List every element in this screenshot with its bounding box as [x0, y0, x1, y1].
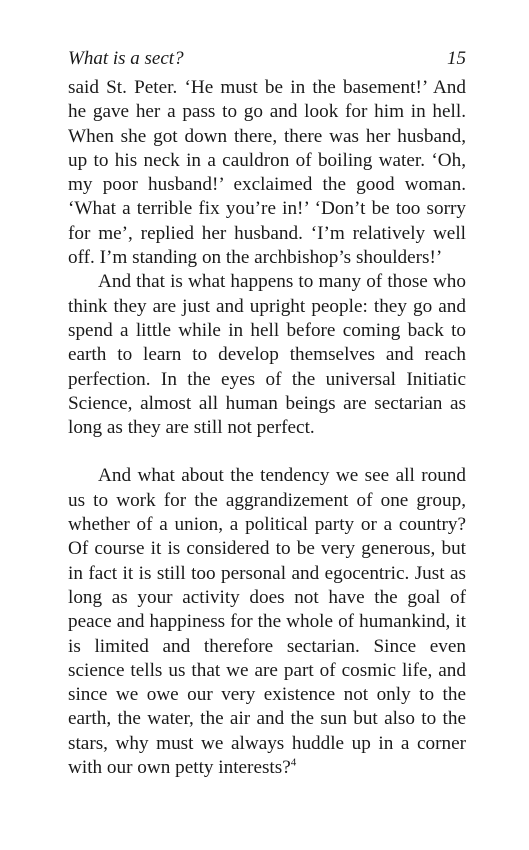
- paragraph-3: [68, 464, 466, 780]
- footnote-marker[interactable]: 4: [290, 756, 297, 769]
- section-break: [68, 440, 466, 464]
- page-number: 15: [447, 48, 466, 69]
- paragraph-3-text: And what about the tendency we see all round us to work for the aggrandizement of one group, whether of a union, a political party or a country? Of course it is considered to be very generous, but in fact it is still too personal and egocentric. Just as long as your activity does not have the goal of peace and happiness for the whole of humankind, it is limited and therefore sectarian. Since even science tells us that we are part of cosmic life, and since we owe our very existence not only to the earth, the water, the air and the sun but also to the stars, why must we always huddle up in a corner with our own petty interests?: [68, 465, 466, 779]
- book-page: [68, 46, 466, 780]
- paragraph-2: And that is what happens to many of those who think they are just and upright people: they go and spend a little while in hell before coming back to earth to learn to develop themselves and reach perfection. In the eyes of the universal Initiatic Science, almost all human beings are sectarian as long as they are still not perfect.: [68, 271, 466, 439]
- running-head: [68, 46, 466, 76]
- running-title: What is a sect?: [68, 48, 184, 69]
- paragraph-1: said St. Peter. ‘He must be in the basement!’ And he gave her a pass to go and look for him in hell. When she got down there, there was her husband, up to his neck in a cauldron of boiling water. ‘Oh, my poor husband!’ exclaimed the good woman. ‘What a terrible fix you’re in!’ ‘Don’t be too sorry for me’, replied her husband. ‘I’m relatively well off. I’m standing on the archbishop’s shoulders!’: [68, 77, 466, 269]
